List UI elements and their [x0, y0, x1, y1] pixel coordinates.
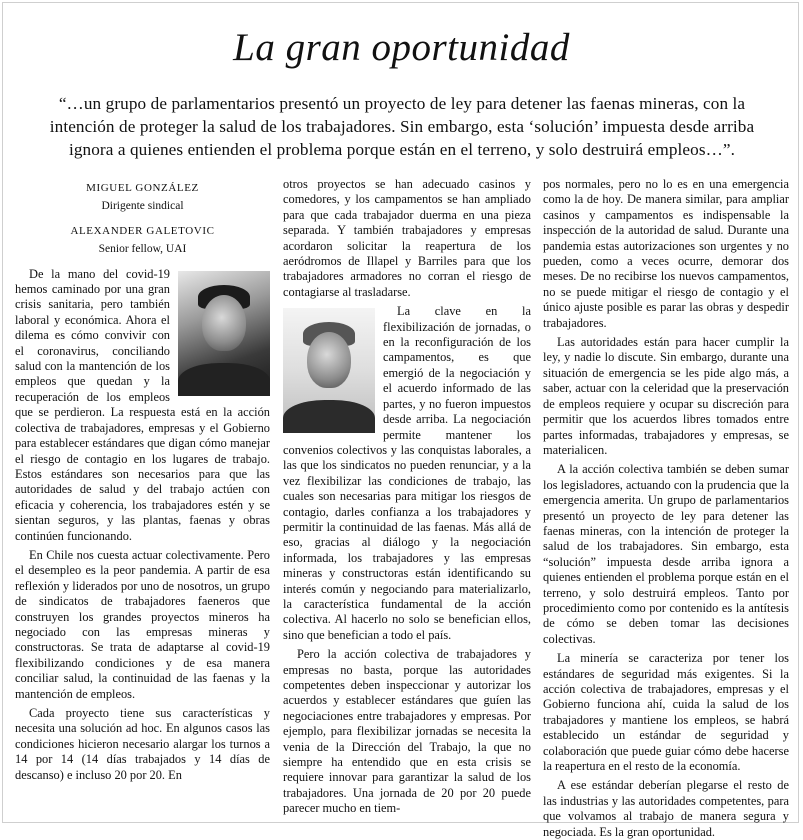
shoulders-shape	[283, 400, 375, 433]
paragraph: Pero la acción colectiva de trabajadores y empresas no basta, porque las autoridades competentes deben inspeccionar y autorizar los acuerdos y establecer estándares que guíen las negociaciones entre trabajadores y empresas. Por ejemplo, para flexibilizar jornadas se necesita la venia de la Dirección del Trabajo, la que no siempre ha entendido que en esta crisis se requiere innovar para garantizar la salud de los trabajadores. Una jornada de 20 por 20 puede parecer mucho en tiem-	[283, 647, 531, 816]
portrait-photo-miguel-gonzalez	[178, 271, 270, 396]
column-2	[283, 177, 531, 817]
paragraph: Cada proyecto tiene sus características y necesita una solución ad hoc. En algunos casos las condiciones hicieron necesario alargar los turnos a 14 por 14 (14 días trabajados y 14 días de descanso) e incluso 20 por 20. En	[15, 706, 270, 782]
paragraph	[15, 267, 270, 544]
pull-quote: “…un grupo de parlamentarios presentó un proyecto de ley para detener las faenas mineras, con la intención de proteger la salud de los trabajadores. Sin embargo, esta ‘solución’ impuesta desde arriba ignora a quienes entienden el problema porque están en el terreno, y solo destruirá empleos…”.	[49, 94, 755, 159]
paragraph: La minería se caracteriza por tener los estándares de seguridad más exigentes. Si la acción colectiva de trabajadores, empresas y el Gobierno funciona ahí, cuida la salud de los trabajadores y mantiene los empleos, se habrá establecido un estándar de seguridad y colaboración que puede guiar cómo debe hacerse la reapertura en el resto de la economía.	[543, 651, 789, 774]
shoulders-shape	[178, 363, 270, 396]
author-name-2: ALEXANDER GALETOVIC	[70, 224, 215, 237]
column-3	[543, 177, 789, 840]
author-role-1: Dirigente sindical	[101, 200, 184, 213]
portrait-photo-alexander-galetovic	[283, 308, 375, 433]
paragraph: otros proyectos se han adecuado casinos y comedores, y los campamentos se han ampliado para que cada trabajador duerma en una pieza separada. Y también trabajadores y empresas acordaron solicitar la reapertura de los aeródromos de Illapel y Barriles para que los trabajadores armadores no corran el riesgo de contagiarse al trasladarse.	[283, 177, 531, 299]
paragraph-text: La clave en la flexibilización de jornadas, o en la reconfiguración de los campamentos, es que emergió de la negociación y el acuerdo informado de las partes, y no fueron impuestos desde arriba. La negociación permite mantener los convenios colectivos y las conquistas laborales, a las que los sindicatos no pueden renunciar, y a la vez flexibilizar las condiciones de trabajo, las cuales son necesarias para mitigar los riesgos de contagio, darles confianza a los trabajadores y permitir la continuidad de las faenas. Más allá de eso, gracias al diálogo y la negociación informada, los trabajadores y las empresas mineras y constructoras están identificando su interés común y negociando para materializarlo, la característica fundamental de la acción colectiva. Al hacerlo no solo se benefician ellos, sino que benefician a todo el país.	[283, 304, 531, 642]
paragraph: A la acción colectiva también se deben sumar los legisladores, actuando con la prudencia que la emergencia amerita. Un grupo de parlamentarios presentó un proyecto de ley para detener las faenas mineras, con la intención de proteger la salud de los trabajadores. Sin embargo, esta “solución” impuesta desde arriba ignora a quienes entienden el problema porque están en el terreno, y solo destruirá empleos. Tanto por procedimiento como por contenido es la antítesis de cómo se deben tomar las decisiones colectivas.	[543, 462, 789, 646]
paragraph: pos normales, pero no lo es en una emergencia como la de hoy. De manera similar, para ampliar casinos y campamentos es indispensable la inspección de la autoridad de salud. Durante una pandemia estas autorizaciones son urgentes y no pueden, como a veces ocurre, demorar dos meses. De no recibirse los nuevos campamentos, no se puede mitigar el riesgo de contagio y el único ajuste posible es parar las obras y despedir trabajadores.	[543, 177, 789, 330]
face-shape	[202, 295, 246, 351]
col1-flow	[15, 267, 270, 783]
author-role-2: Senior fellow, UAI	[98, 243, 187, 256]
paragraph	[283, 304, 531, 643]
paragraph: A ese estándar deberían plegarse el resto de las industrias y las autoridades competentes, para que volvamos al trabajo de manera segura y negociada. Es la gran oportunidad.	[543, 778, 789, 839]
paragraph: En Chile nos cuesta actuar colectivamente. Pero el desempleo es la peor pandemia. A partir de esa reflexión y liderados por uno de nosotros, un grupo de sindicatos de trabajadores faeneros que construyen los grandes proyectos mineros ha negociado con las empresas mineras y constructoras. Se trata de adaptarse al covid-19 flexibilizando condiciones y de esa manera conciliar salud, la continuidad de las faenas y la mantención de empleos.	[15, 547, 270, 701]
column-1	[15, 177, 270, 783]
face-shape	[307, 332, 351, 388]
article-title: La gran oportunidad	[233, 26, 570, 69]
author-name-1: MIGUEL GONZÁLEZ	[86, 182, 199, 194]
paragraph-text: De la mano del covid-19 hemos caminado por una gran crisis sanitaria, pero también laboral y económica. Ahora el dilema es cómo convivir con el coronavirus, conciliando salud con la mantención de los empleos que quedan y la recuperación de los empleos que se perdieron. La respuesta está en la acción colectiva de trabajadores, empresas y el Gobierno para establecer estándares que digan cómo manejar el riesgo de contagio en los lugares de trabajo. Estos estándares son necesarios para que las autoridades de salud y del trabajo actúen con eficacia y coherencia, los trabajadores estén y se sientan seguros, y las plantas, faenas y obras continúen funcionando.	[15, 266, 270, 543]
paragraph: Las autoridades están para hacer cumplir la ley, y nadie lo discute. Sin embargo, durante una situación de emergencia se les pide algo más, a saber, actuar con la celeridad que la preservación de empleos requiere y ocupar su discreción para permitir que los acuerdos libres tomados entre partes informadas, trabajadores y empresas, se materialicen.	[543, 335, 789, 457]
